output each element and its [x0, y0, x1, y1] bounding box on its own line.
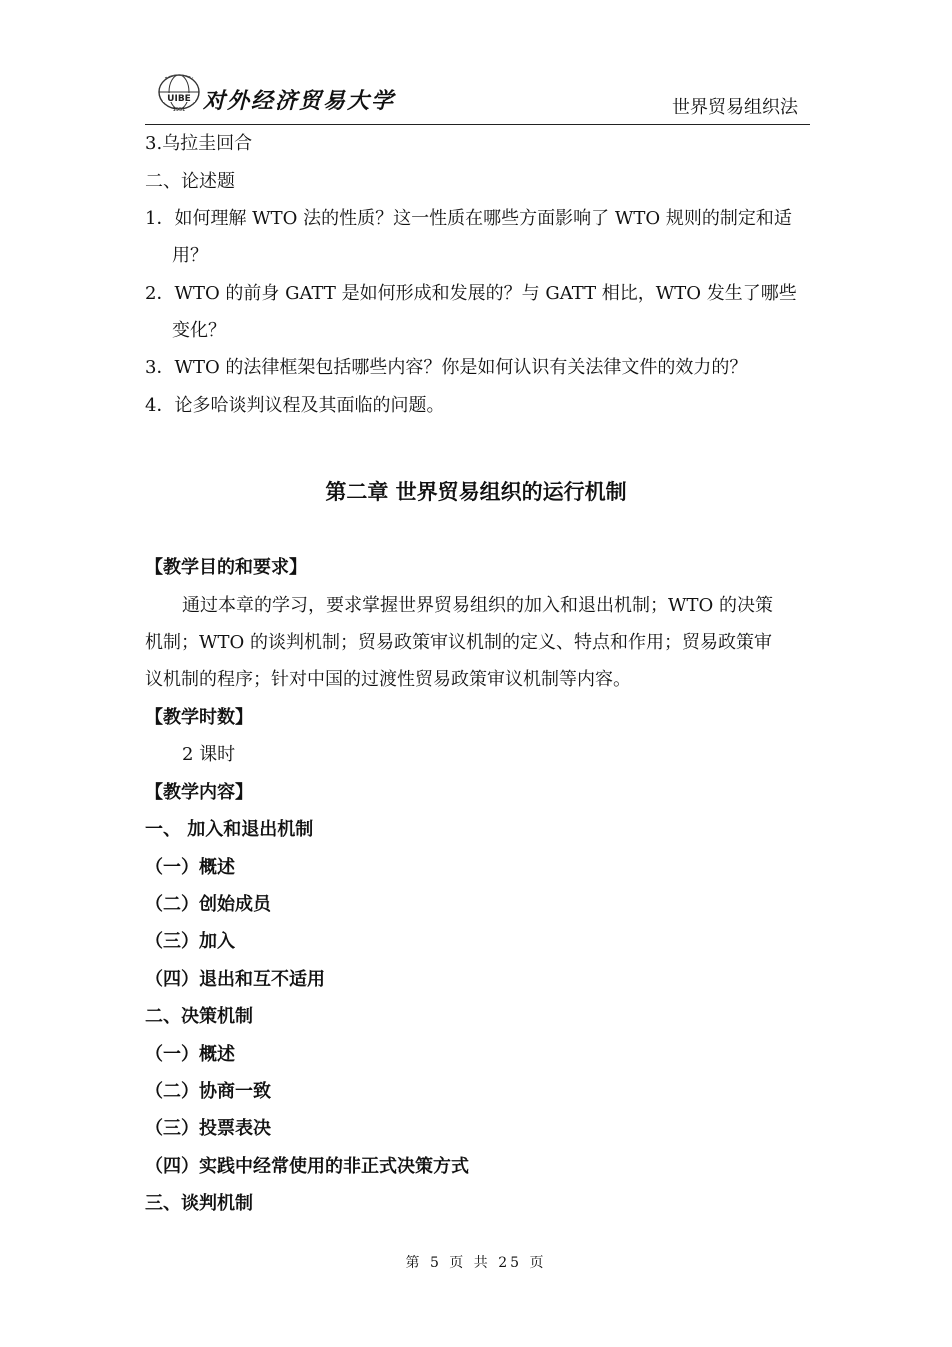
term-item: 3.乌拉圭回合	[145, 133, 253, 154]
outline-item: （一）概述	[145, 1044, 235, 1065]
course-title: 世界贸易组织法	[672, 97, 798, 118]
question-1-line-1: 1．如何理解 WTO 法的性质？这一性质在哪些方面影响了 WTO 规则的制定和适	[145, 208, 792, 229]
page-number: 第 5 页 共 25 页	[405, 1255, 547, 1271]
logo-text: UIBE	[167, 94, 191, 104]
aims-heading: 【教学目的和要求】	[145, 557, 307, 578]
question-3: 3．WTO 的法律框架包括哪些内容？你是如何认识有关法律文件的效力的？	[145, 357, 748, 378]
page-header	[145, 66, 810, 125]
outline-item: 二、决策机制	[145, 1006, 253, 1027]
outline-item: （三）投票表决	[145, 1118, 271, 1139]
university-logo-icon	[155, 70, 203, 114]
outline-item: 一、 加入和退出机制	[145, 819, 314, 840]
aims-paragraph-line-1: 通过本章的学习，要求掌握世界贸易组织的加入和退出机制；WTO 的决策	[182, 595, 773, 616]
content-heading: 【教学内容】	[145, 782, 253, 803]
outline-item: （四）实践中经常使用的非正式决策方式	[145, 1156, 469, 1177]
question-1-line-2: 用？	[172, 245, 208, 266]
aims-paragraph-line-2: 机制；WTO 的谈判机制；贸易政策审议机制的定义、特点和作用；贸易政策审	[145, 632, 772, 653]
question-2-line-2: 变化？	[172, 320, 226, 341]
outline-item: （一）概述	[145, 857, 235, 878]
aims-paragraph-line-3: 议机制的程序；针对中国的过渡性贸易政策审议机制等内容。	[145, 669, 631, 690]
hours-heading: 【教学时数】	[145, 707, 253, 728]
hours-value: 2 课时	[182, 744, 236, 765]
outline-item: 三、谈判机制	[145, 1193, 253, 1214]
university-name: 对外经济贸易大学	[203, 88, 396, 114]
section-heading-essay: 二、论述题	[145, 171, 235, 192]
question-2-line-1: 2．WTO 的前身 GATT 是如何形成和发展的？与 GATT 相比，WTO 发生了哪些	[145, 283, 797, 304]
outline-item: （四）退出和互不适用	[145, 969, 325, 990]
outline-item: （二）创始成员	[145, 894, 271, 915]
question-4: 4．论多哈谈判议程及其面临的问题。	[145, 395, 445, 416]
logo-year: 1951	[172, 107, 186, 113]
chapter-title: 第二章 世界贸易组织的运行机制	[325, 480, 627, 504]
outline-item: （三）加入	[145, 931, 235, 952]
outline-item: （二）协商一致	[145, 1081, 271, 1102]
